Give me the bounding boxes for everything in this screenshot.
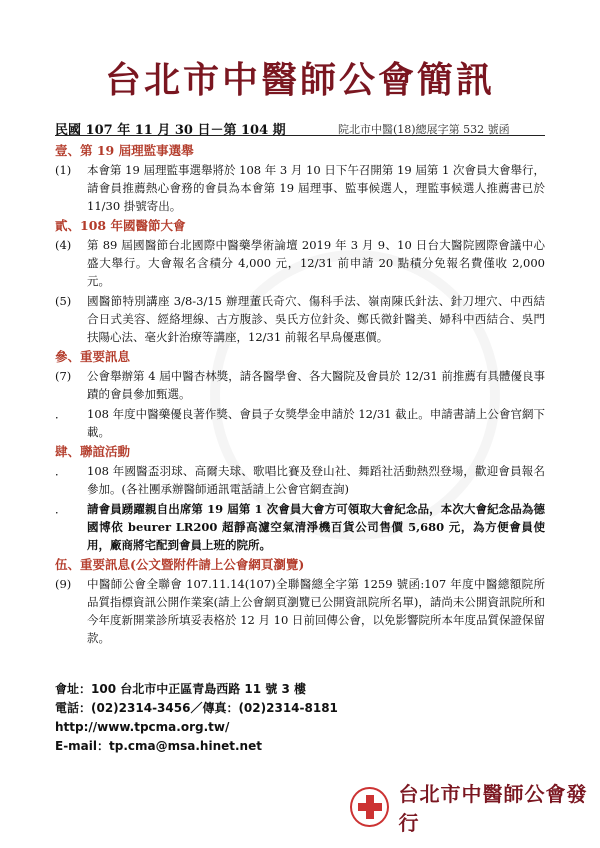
issue-date: 民國 107 年 11 月 30 日－第 104 期 <box>55 123 286 138</box>
contact-address: 會址：100 台北市中正區青島西路 11 號 3 樓 <box>55 682 306 696</box>
list-item <box>55 500 545 554</box>
list-item <box>55 367 545 403</box>
association-logo-icon <box>350 787 389 827</box>
item-text: 本會第 19 屆理監事選舉將於 108 年 3 月 10 日下午召開第 19 屆第 1 次會員大會舉行，請會員推薦熱心會務的會員為本會第 19 屆理事、監事候選人，理監事候選人推薦書已於 11/30 掛號寄出。 <box>87 163 545 213</box>
item-number: (4) <box>55 238 72 252</box>
item-text: 中醫師公會全聯會 107.11.14(107)全聯醫總全字第 1259 號函:107 年度中醫總額院所品質指標資訊公開作業案(請上公會網頁瀏覽已公開資訊院所名單)，請尚未公開資訊院所和今年度新開業診所填妥表格於 12 月 10 日前回傳公會，以免影響院所本年度品質保證保留款。 <box>87 577 545 645</box>
item-number: (1) <box>55 163 72 177</box>
item-number: (7) <box>55 369 72 383</box>
footer <box>350 778 600 836</box>
item-text: 108 年國醫盃羽球、高爾夫球、歌唱比賽及登山社、舞蹈社活動熱烈登場，歡迎會員報名參加。(各社團承辦醫師通訊電話請上公會官網查詢) <box>87 464 545 496</box>
item-bullet: ． <box>55 407 67 421</box>
list-item <box>55 462 545 498</box>
section-heading: 肆、聯誼活動 <box>55 444 131 459</box>
list-item <box>55 236 545 290</box>
item-text: 第 89 屆國醫節台北國際中醫藥學術論壇 2019 年 3 月 9、10 日台大醫院國際會議中心盛大舉行。大會報名含積分 4,000 元，12/31 前申請 20 點積分免報名費僅收 2,000 元。 <box>87 238 545 288</box>
contact-block <box>55 680 338 756</box>
list-item <box>55 161 545 215</box>
item-bullet: ． <box>55 464 67 478</box>
newsletter-body <box>55 140 545 649</box>
publisher-name: 台北市中醫師公會發行 <box>398 782 588 835</box>
section-heading: 壹、第 19 屆理監事選舉 <box>55 143 194 158</box>
section-heading: 參、重要訊息 <box>55 349 131 364</box>
item-number: (5) <box>55 294 72 308</box>
list-item <box>55 405 545 441</box>
newsletter-title: 台北市中醫師公會簡訊 <box>104 60 495 101</box>
item-number: (9) <box>55 577 72 591</box>
contact-phone: 電話：(02)2314-3456／傳真：(02)2314-8181 <box>55 701 338 715</box>
item-bullet: ． <box>55 502 67 516</box>
list-item <box>55 575 545 647</box>
item-text: 公會舉辦第 4 屆中醫杏林獎，請各醫學會、各大醫院及會員於 12/31 前推薦有具體優良事蹟的會員參加甄選。 <box>87 369 545 401</box>
item-text: 國醫節特別講座 3/8-3/15 辦理董氏奇穴、傷科手法、嶺南陳氏針法、針刀埋穴、中西結合日式美容、經絡埋線、古方腹診、吳氏方位針灸、鄭氏微針醫美、婦科中西結合、吳門扶陽心法、毫火針治療等講座，12/31 前報名早鳥優惠價。 <box>87 294 545 344</box>
section-heading: 貳、108 年國醫節大會 <box>55 218 186 233</box>
list-item <box>55 292 545 346</box>
contact-website-link[interactable]: http://www.tpcma.org.tw/ <box>55 720 230 734</box>
contact-email[interactable]: E-mail：tp.cma@msa.hinet.net <box>55 739 262 753</box>
item-text-bold: 請會員踴躍親自出席第 19 屆第 1 次會員大會方可領取大會紀念品，本次大會紀念品為德國博依 beurer LR200 超靜高濾空氣清淨機百貨公司售價 5,680 元，為方便會員使用，廠商將宅配到會員上班的院所。 <box>87 502 545 552</box>
item-text: 108 年度中醫藥優良著作獎、會員子女獎學金申請於 12/31 截止。申請書請上公會官網下載。 <box>87 407 545 439</box>
header-divider <box>55 135 545 136</box>
permit-number: 院北市中醫(18)總展字第 532 號函 <box>338 123 510 136</box>
section-heading: 伍、重要訊息(公文暨附件請上公會網頁瀏覽) <box>55 557 305 572</box>
